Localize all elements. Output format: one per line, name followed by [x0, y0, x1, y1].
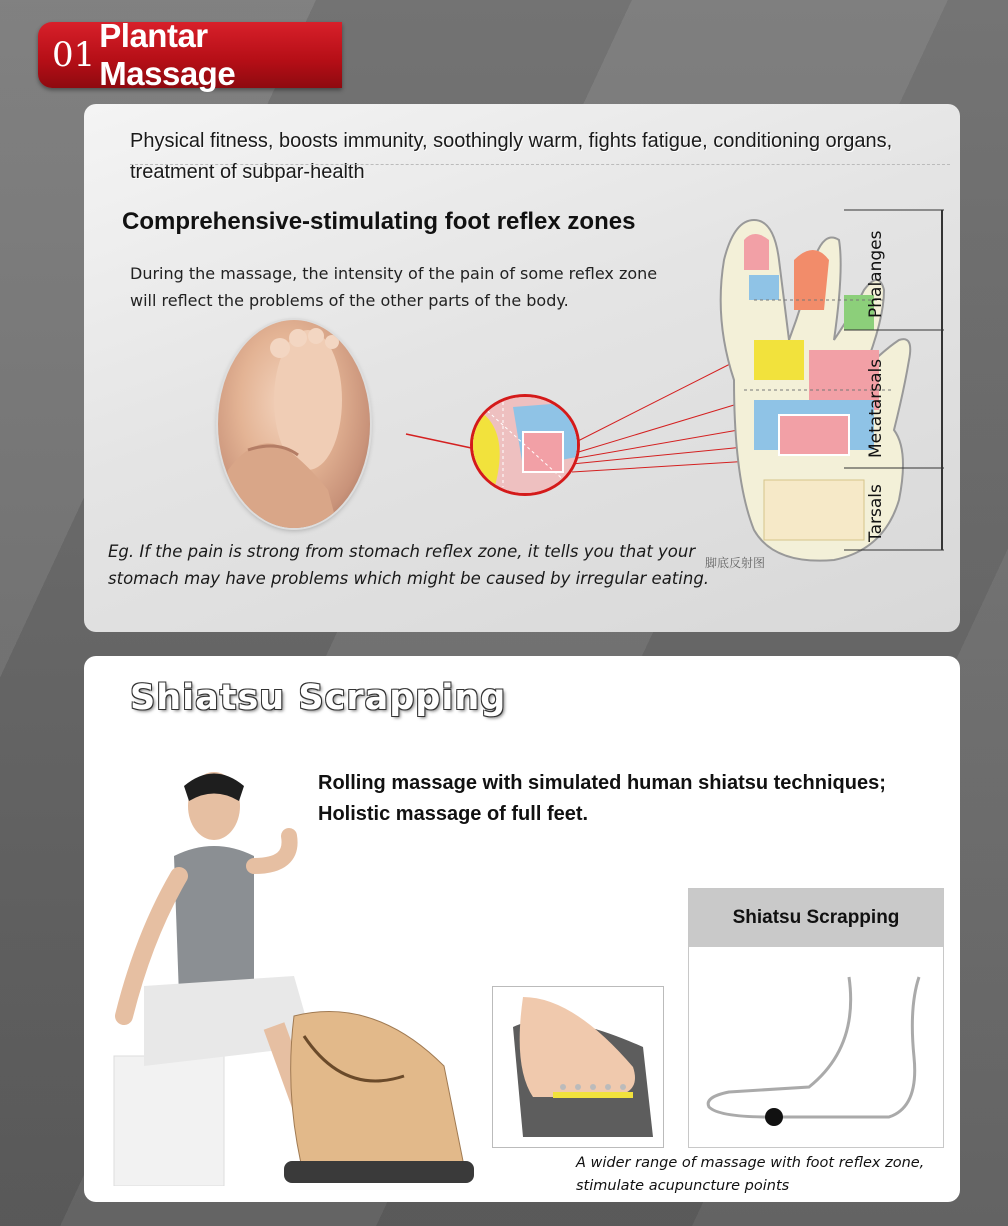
diagram-title: Shiatsu Scrapping [689, 889, 943, 947]
shiatsu-caption: A wider range of massage with foot reflex zone, stimulate acupuncture points [576, 1155, 925, 1194]
section-number: 01 [52, 35, 96, 75]
plantar-panel [84, 104, 960, 632]
tarsals-label: Tarsals [866, 484, 886, 542]
phalanges-label: Phalanges [866, 230, 886, 318]
reflex-zones-description: During the massage, the intensity of the pain of some reflex zone will reflect the problems of the other parts of the body. [130, 264, 658, 310]
foot-outline-diagram [689, 947, 943, 1145]
shiatsu-title: Shiatsu Scrapping [130, 678, 507, 718]
metatarsals-label: Metatarsals [866, 358, 886, 458]
massager-closeup-photo [492, 986, 664, 1148]
section-title: Plantar Massage [99, 17, 236, 92]
foot-reflex-chart [694, 200, 954, 580]
person-using-massager-photo [84, 766, 484, 1186]
shiatsu-diagram [688, 888, 944, 1148]
zoomed-reflex-detail [470, 394, 580, 496]
chart-caption: 脚底反射图 [705, 556, 766, 570]
acupoint-ball [765, 1108, 783, 1126]
reflex-zones-heading: Comprehensive-stimulating foot reflex zones [122, 208, 636, 235]
example-text: Eg. If the pain is strong from stomach reflex zone, it tells you that your stomach may have problems which might be caused by irregular eating. [108, 542, 710, 588]
section-badge [38, 17, 342, 92]
shiatsu-description: Rolling massage with simulated human shiatsu techniques; Holistic massage of full feet. [318, 772, 886, 825]
shiatsu-panel [84, 656, 960, 1202]
benefits-text: Physical fitness, boosts immunity, soothingly warm, fights fatigue, conditioning organs, treatment of subpar-health [130, 130, 893, 183]
